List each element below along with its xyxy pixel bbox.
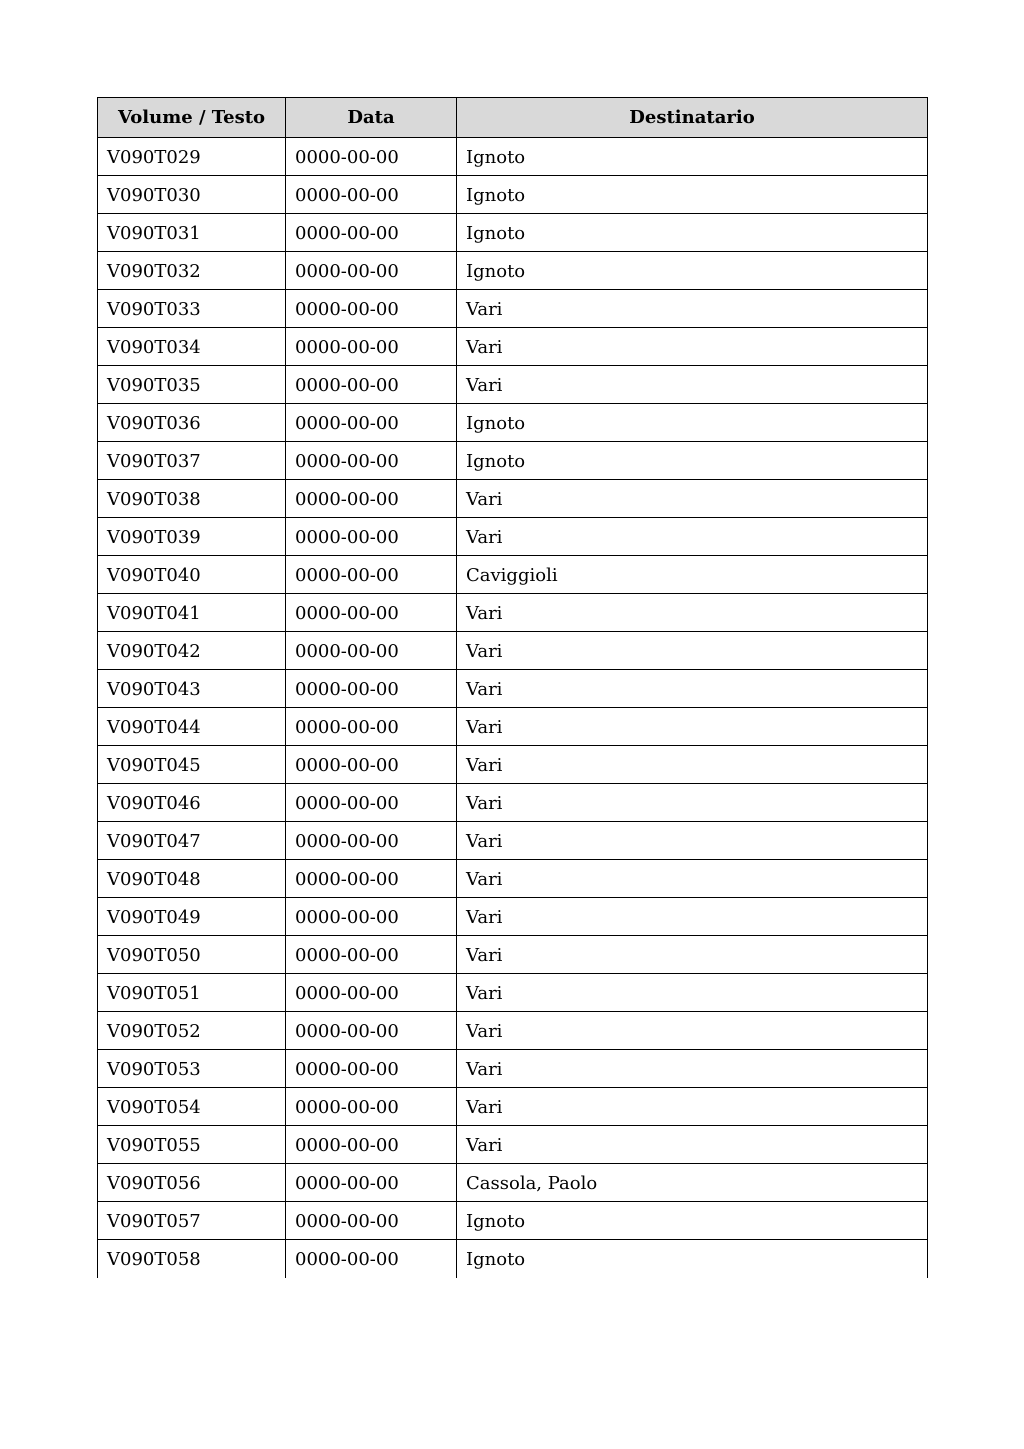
cell-destinatario: Vari: [457, 366, 928, 404]
table-body: [98, 138, 928, 1278]
cell-destinatario: Vari: [457, 784, 928, 822]
cell-volume-testo: V090T030: [98, 176, 286, 214]
table-row: [98, 442, 928, 480]
cell-data: 0000-00-00: [286, 1164, 457, 1202]
cell-data: 0000-00-00: [286, 1012, 457, 1050]
cell-destinatario: Vari: [457, 1126, 928, 1164]
column-header-volume-testo: Volume / Testo: [98, 98, 286, 138]
cell-destinatario: Ignoto: [457, 1202, 928, 1240]
table-row: [98, 708, 928, 746]
cell-data: 0000-00-00: [286, 822, 457, 860]
table-row: [98, 746, 928, 784]
cell-volume-testo: V090T034: [98, 328, 286, 366]
table-row: [98, 822, 928, 860]
cell-volume-testo: V090T036: [98, 404, 286, 442]
cell-destinatario: Ignoto: [457, 214, 928, 252]
cell-volume-testo: V090T056: [98, 1164, 286, 1202]
cell-destinatario: Vari: [457, 936, 928, 974]
cell-data: 0000-00-00: [286, 936, 457, 974]
cell-volume-testo: V090T045: [98, 746, 286, 784]
cell-data: 0000-00-00: [286, 138, 457, 176]
table-row: [98, 1202, 928, 1240]
cell-data: 0000-00-00: [286, 898, 457, 936]
cell-data: 0000-00-00: [286, 746, 457, 784]
table-row: [98, 556, 928, 594]
cell-volume-testo: V090T044: [98, 708, 286, 746]
cell-volume-testo: V090T041: [98, 594, 286, 632]
cell-data: 0000-00-00: [286, 860, 457, 898]
table-row: [98, 252, 928, 290]
cell-data: 0000-00-00: [286, 670, 457, 708]
table-row: [98, 1126, 928, 1164]
cell-destinatario: Ignoto: [457, 442, 928, 480]
table-row: [98, 860, 928, 898]
cell-volume-testo: V090T039: [98, 518, 286, 556]
table-row: [98, 898, 928, 936]
cell-volume-testo: V090T032: [98, 252, 286, 290]
cell-destinatario: Ignoto: [457, 138, 928, 176]
cell-destinatario: Vari: [457, 1050, 928, 1088]
table-row: [98, 670, 928, 708]
column-header-destinatario: Destinatario: [457, 98, 928, 138]
cell-volume-testo: V090T035: [98, 366, 286, 404]
cell-destinatario: Vari: [457, 594, 928, 632]
table-row: [98, 1240, 928, 1278]
cell-data: 0000-00-00: [286, 404, 457, 442]
cell-destinatario: Vari: [457, 974, 928, 1012]
table-row: [98, 632, 928, 670]
cell-data: 0000-00-00: [286, 1126, 457, 1164]
cell-destinatario: Caviggioli: [457, 556, 928, 594]
cell-data: 0000-00-00: [286, 176, 457, 214]
cell-data: 0000-00-00: [286, 214, 457, 252]
cell-volume-testo: V090T040: [98, 556, 286, 594]
cell-volume-testo: V090T055: [98, 1126, 286, 1164]
column-header-data: Data: [286, 98, 457, 138]
cell-volume-testo: V090T049: [98, 898, 286, 936]
cell-data: 0000-00-00: [286, 290, 457, 328]
cell-data: 0000-00-00: [286, 1050, 457, 1088]
cell-data: 0000-00-00: [286, 366, 457, 404]
table-row: [98, 1164, 928, 1202]
cell-destinatario: Ignoto: [457, 1240, 928, 1278]
cell-destinatario: Vari: [457, 860, 928, 898]
table-row: [98, 366, 928, 404]
cell-data: 0000-00-00: [286, 556, 457, 594]
header-row: [98, 98, 928, 138]
cell-volume-testo: V090T051: [98, 974, 286, 1012]
table-row: [98, 1088, 928, 1126]
cell-volume-testo: V090T058: [98, 1240, 286, 1278]
table-row: [98, 290, 928, 328]
cell-destinatario: Vari: [457, 898, 928, 936]
cell-data: 0000-00-00: [286, 1088, 457, 1126]
cell-destinatario: Cassola, Paolo: [457, 1164, 928, 1202]
table-row: [98, 480, 928, 518]
cell-volume-testo: V090T050: [98, 936, 286, 974]
table-row: [98, 214, 928, 252]
cell-volume-testo: V090T042: [98, 632, 286, 670]
cell-volume-testo: V090T046: [98, 784, 286, 822]
cell-destinatario: Vari: [457, 746, 928, 784]
table-row: [98, 936, 928, 974]
cell-data: 0000-00-00: [286, 480, 457, 518]
cell-data: 0000-00-00: [286, 518, 457, 556]
cell-volume-testo: V090T047: [98, 822, 286, 860]
cell-volume-testo: V090T031: [98, 214, 286, 252]
cell-data: 0000-00-00: [286, 708, 457, 746]
cell-data: 0000-00-00: [286, 442, 457, 480]
cell-data: 0000-00-00: [286, 1240, 457, 1278]
cell-destinatario: Vari: [457, 1012, 928, 1050]
cell-volume-testo: V090T052: [98, 1012, 286, 1050]
table-row: [98, 176, 928, 214]
cell-destinatario: Vari: [457, 822, 928, 860]
cell-destinatario: Vari: [457, 290, 928, 328]
cell-volume-testo: V090T053: [98, 1050, 286, 1088]
cell-destinatario: Vari: [457, 670, 928, 708]
cell-data: 0000-00-00: [286, 1202, 457, 1240]
table-row: [98, 1012, 928, 1050]
table-row: [98, 518, 928, 556]
cell-data: 0000-00-00: [286, 252, 457, 290]
cell-volume-testo: V090T043: [98, 670, 286, 708]
cell-destinatario: Vari: [457, 480, 928, 518]
cell-volume-testo: V090T038: [98, 480, 286, 518]
table-row: [98, 328, 928, 366]
cell-volume-testo: V090T033: [98, 290, 286, 328]
cell-data: 0000-00-00: [286, 594, 457, 632]
cell-volume-testo: V090T057: [98, 1202, 286, 1240]
table-row: [98, 1050, 928, 1088]
table-row: [98, 404, 928, 442]
cell-volume-testo: V090T029: [98, 138, 286, 176]
table-row: [98, 138, 928, 176]
cell-destinatario: Ignoto: [457, 176, 928, 214]
cell-destinatario: Ignoto: [457, 252, 928, 290]
cell-data: 0000-00-00: [286, 784, 457, 822]
cell-destinatario: Ignoto: [457, 404, 928, 442]
records-table: [97, 97, 928, 1278]
table-row: [98, 594, 928, 632]
cell-data: 0000-00-00: [286, 328, 457, 366]
table-row: [98, 974, 928, 1012]
cell-data: 0000-00-00: [286, 632, 457, 670]
cell-destinatario: Vari: [457, 1088, 928, 1126]
table-row: [98, 784, 928, 822]
cell-volume-testo: V090T037: [98, 442, 286, 480]
cell-destinatario: Vari: [457, 632, 928, 670]
cell-destinatario: Vari: [457, 328, 928, 366]
table-header: [98, 98, 928, 138]
cell-volume-testo: V090T048: [98, 860, 286, 898]
cell-data: 0000-00-00: [286, 974, 457, 1012]
cell-destinatario: Vari: [457, 518, 928, 556]
cell-destinatario: Vari: [457, 708, 928, 746]
cell-volume-testo: V090T054: [98, 1088, 286, 1126]
